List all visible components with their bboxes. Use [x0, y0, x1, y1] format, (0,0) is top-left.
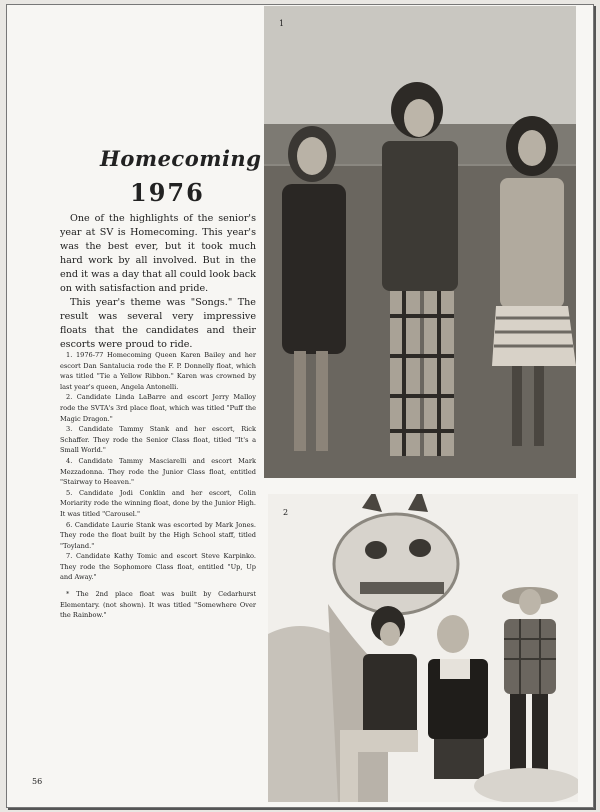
- footnote: [60, 589, 256, 621]
- page-title-year: 1976: [130, 178, 205, 207]
- body-paragraph: This year's theme was "Songs." The result was several very impressive floats that the candidates and their escorts were proud to ride.: [60, 297, 256, 350]
- article-body: [60, 212, 256, 352]
- photo-dragon-float: [268, 494, 578, 802]
- photo-1-number: 1: [279, 19, 285, 28]
- caption-item: 3. Candidate Tammy Stank and her escort, Rick Schaffer. They rode the Senior Class float, titled "It's a Small World.": [60, 425, 256, 455]
- footnote-text: * The 2nd place float was built by Cedarhurst Elementary. (not shown). It was titled "Somewhere Over the Rainbow.": [60, 590, 256, 620]
- caption-item: 4. Candidate Tammy Masciarelli and escort Mark Mezzadonna. They rode the Junior Class float, entitled "Stairway to Heaven.": [60, 456, 256, 487]
- photo-1-image: [264, 6, 576, 478]
- page-number: 56: [32, 777, 43, 786]
- caption-item: 5. Candidate Jodi Conklin and her escort, Colin Moriarity rode the winning float, done by the Junior High. It was titled "Carousel.": [60, 488, 256, 518]
- caption-item: 7. Candidate Kathy Tomic and escort Steve Karpinko. They rode the Sophomore Class float, entitled "Up, Up and Away.": [60, 552, 256, 582]
- caption-item: 2. Candidate Linda LaBarre and escort Jerry Malloy rode the SVTA's 3rd place float, which was titled "Puff the Magic Dragon.": [60, 393, 256, 423]
- body-paragraph: One of the highlights of the senior's year at SV is Homecoming. This year's was the best ever, but it took much hard work by all involved. But in the end it was a day that all could look back on with satisfaction and pride.: [60, 213, 256, 294]
- photo-homecoming-court: [264, 6, 576, 478]
- page-title: Homecoming: [100, 146, 262, 171]
- photo-2-image: [268, 494, 578, 802]
- photo-2-number: 2: [283, 508, 289, 517]
- caption-item: 6. Candidate Laurie Stank was escorted by Mark Jones. They rode the float built by the High School staff, titled "Toyland.": [60, 520, 256, 550]
- photo-captions: [60, 350, 256, 583]
- caption-item: 1. 1976-77 Homecoming Queen Karen Bailey and her escort Dan Santalucia rode the F. P. Donnelly float, which was titled "Tie a Yellow Ribbon." Karen was crowned by last year's queen, Angela Antonelli.: [60, 351, 256, 391]
